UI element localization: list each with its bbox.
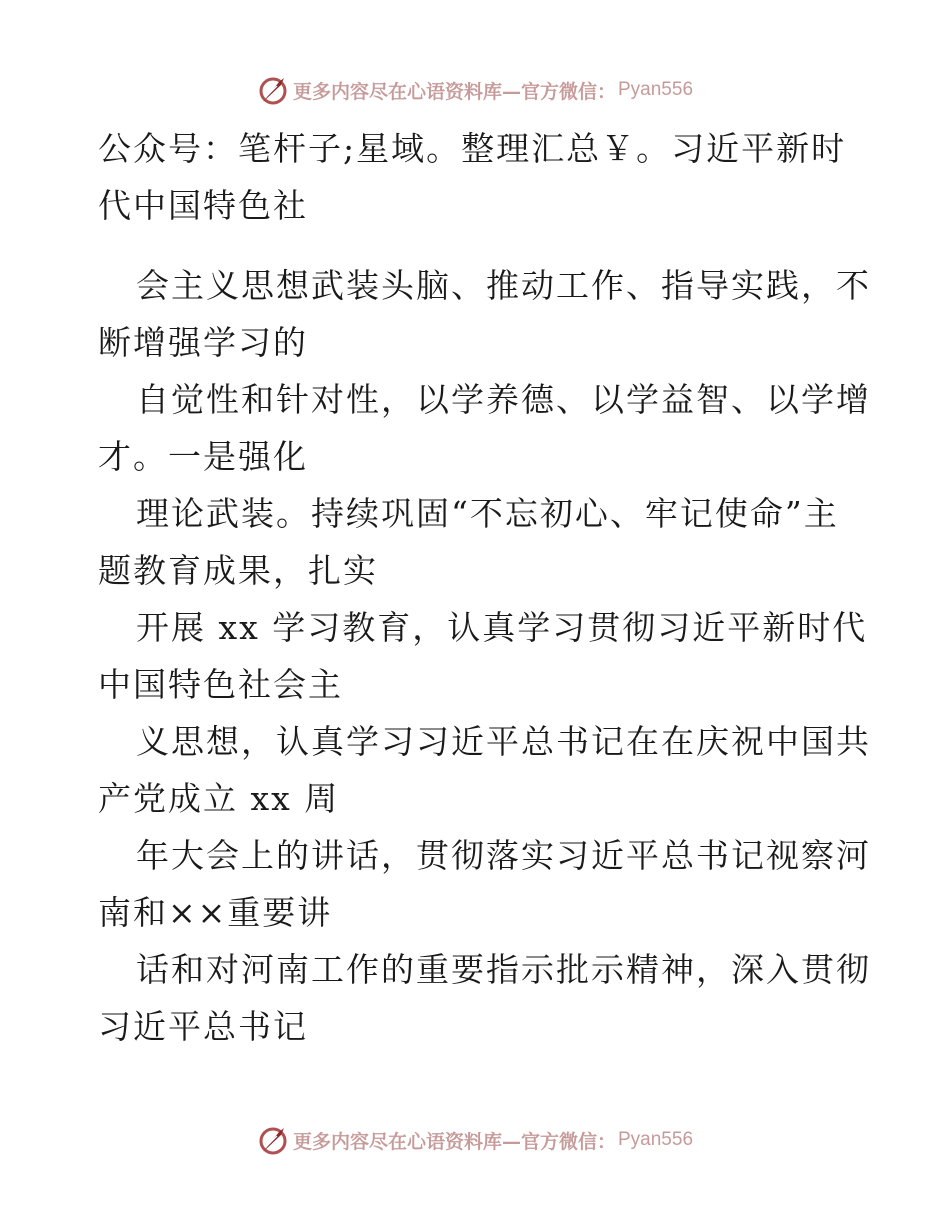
footer-banner [0,1120,950,1160]
text-line: 产党成立 xx 周 [98,779,340,818]
banner-wechat-id: Pyan556 [618,79,694,100]
banner-text: 更多内容尽在心语资料库—官方微信： [292,80,616,103]
text-line: 会主义思想武装头脑、推动工作、指导实践，不 [136,266,871,305]
text-line: 断增强学习的 [98,323,308,362]
banner-wechat-id: Pyan556 [618,1129,694,1150]
text-line: 话和对河南工作的重要指示批示精神，深入贯彻 [136,950,871,989]
text-line: 自觉性和针对性，以学养德、以学益智、以学增 [136,380,871,419]
text-line: 题教育成果，扎实 [98,551,378,590]
text-line: 南和××重要讲 [98,893,333,932]
text-line: 习近平总书记 [98,1007,308,1046]
text-line: 年大会上的讲话，贯彻落实习近平总书记视察河 [136,836,871,875]
quill-pen-logo-icon [257,74,289,106]
text-line: 义思想，认真学习习近平总书记在在庆祝中国共 [136,722,871,761]
banner-text: 更多内容尽在心语资料库—官方微信： [292,1130,616,1153]
header-banner [0,70,950,110]
text-line: 代中国特色社 [98,186,308,225]
text-line: 才。一是强化 [98,437,308,476]
text-line: 开展 xx 学习教育，认真学习贯彻习近平新时代 [136,608,868,647]
document-body [98,124,871,1046]
text-line: 理论武装。持续巩固“不忘初心、牢记使命”主 [136,494,839,533]
quill-pen-logo-icon [257,1124,289,1156]
text-line: 公众号：笔杆子;星域。整理汇总￥。习近平新时 [98,129,847,168]
text-line: 中国特色社会主 [98,665,343,704]
